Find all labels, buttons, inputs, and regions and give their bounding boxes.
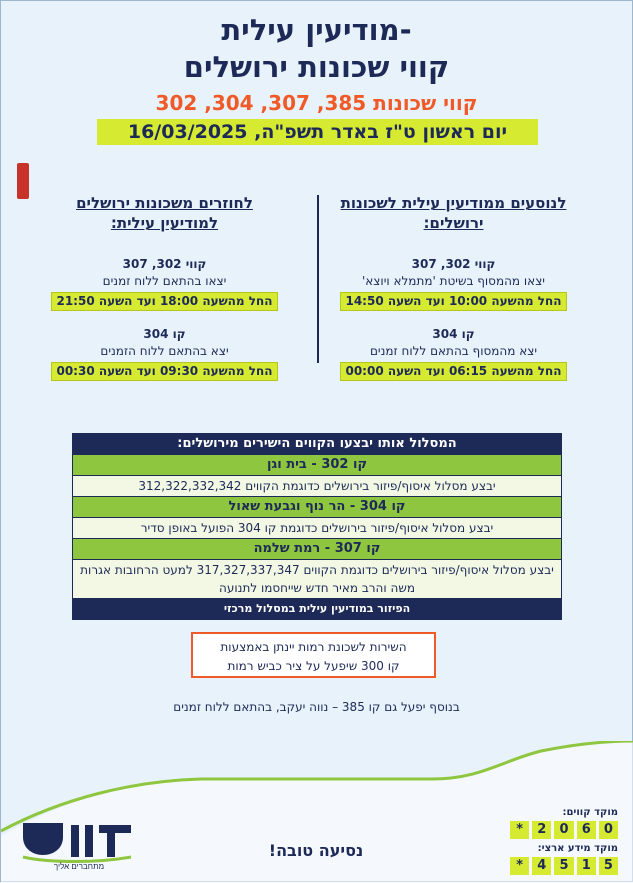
logo-tagline: מתחברים אליך xyxy=(53,862,105,871)
digit: 5 xyxy=(599,857,618,875)
digit: 2 xyxy=(532,821,551,839)
kavim-logo xyxy=(19,819,135,871)
return-time-1: החל מהשעה 18:00 ועד השעה 21:50 xyxy=(51,292,277,311)
outbound-column xyxy=(336,193,571,381)
route-row: יבצע מסלול איסוף/פיזור בירושלים כדוגמת קו 304 הפועל באופן סדיר xyxy=(73,518,562,539)
return-time-2: החל מהשעה 09:30 ועד השעה 00:30 xyxy=(51,362,277,381)
route-row: קו 307 - רמת שלמה xyxy=(73,539,562,560)
outbound-lines-1: קווי 302, 307 xyxy=(411,257,496,271)
digit: * xyxy=(510,857,529,875)
ramot-notice-line2: קו 300 שיפעל על ציר כביש רמות xyxy=(227,659,400,673)
date-bar: יום ראשון ט"ז באדר תשפ"ה, 16/03/2025 xyxy=(97,119,538,145)
kavim-hotline-number xyxy=(510,821,618,839)
route-row: יבצע מסלול איסוף/פיזור בירושלים כדוגמת הקווים 312,322,332,342 xyxy=(73,476,562,497)
route-row: קו 302 - בית וגן xyxy=(73,455,562,476)
page-title: מודיעין עילית- xyxy=(221,13,412,47)
column-divider xyxy=(317,195,319,363)
kavim-hotline-label: מוקד קווים: xyxy=(562,807,618,818)
outbound-text-1: יצאו מהמסוף בשיטת 'מתמלא ויוצא' xyxy=(361,274,545,288)
outbound-text-2: יצא מהמסוף בהתאם ללוח זמנים xyxy=(369,344,538,358)
lines-subtitle: קווי שכונות 385, 307, 304, 302 xyxy=(155,91,478,115)
outbound-time-1: החל מהשעה 10:00 ועד השעה 14:50 xyxy=(340,292,566,311)
outbound-heading: לנוסעים ממודיעין עילית לשכונות ירושלים: xyxy=(340,194,567,232)
return-text-1: יצאו בהתאם ללוח זמנים xyxy=(102,274,227,288)
digit: 5 xyxy=(554,857,573,875)
route-row: קו 304 - הר נוף וגבעת שאול xyxy=(73,497,562,518)
return-heading: לחוזרים משכונות ירושלים למודיעין עילית: xyxy=(76,194,253,232)
route-table-footer: הפיזור במודיעין עילית במסלול מרכזי xyxy=(73,599,562,620)
digit: 1 xyxy=(577,857,596,875)
digit: 0 xyxy=(599,821,618,839)
good-trip-text: נסיעה טובה! xyxy=(268,841,364,860)
side-brand-logo xyxy=(17,163,29,199)
route-table-header: המסלול אותו יבצעו הקווים הישירים מירושלים: xyxy=(73,434,562,455)
ramot-notice xyxy=(191,632,436,678)
route-row: יבצע מסלול איסוף/פיזור בירושלים כדוגמת הקווים 317,327,337,347 למעט הרחובות אגרות משה והרב מאיר חדש שייחסמו לתנועה xyxy=(73,560,562,599)
return-text-2: יצא בהתאם ללוח הזמנים xyxy=(100,344,229,358)
outbound-time-2: החל מהשעה 06:15 ועד השעה 00:00 xyxy=(340,362,566,381)
digit: * xyxy=(510,821,529,839)
national-info-label: מוקד מידע ארצי: xyxy=(537,843,618,854)
additional-line-note: בנוסף יפעל גם קו 385 – נווה יעקב, בהתאם ללוח זמנים xyxy=(173,700,460,714)
ramot-notice-line1: השירות לשכונת רמות יינתן באמצעות xyxy=(220,640,407,654)
route-table xyxy=(72,433,562,620)
hotline-panel xyxy=(510,807,618,875)
national-info-number xyxy=(510,857,618,875)
outbound-lines-2: קו 304 xyxy=(432,327,475,341)
digit: 0 xyxy=(554,821,573,839)
return-lines-2: קו 304 xyxy=(143,327,186,341)
return-lines-1: קווי 302, 307 xyxy=(122,257,207,271)
page-subtitle: קווי שכונות ירושלים xyxy=(183,50,450,84)
digit: 4 xyxy=(532,857,551,875)
return-column xyxy=(47,193,282,381)
digit: 6 xyxy=(577,821,596,839)
